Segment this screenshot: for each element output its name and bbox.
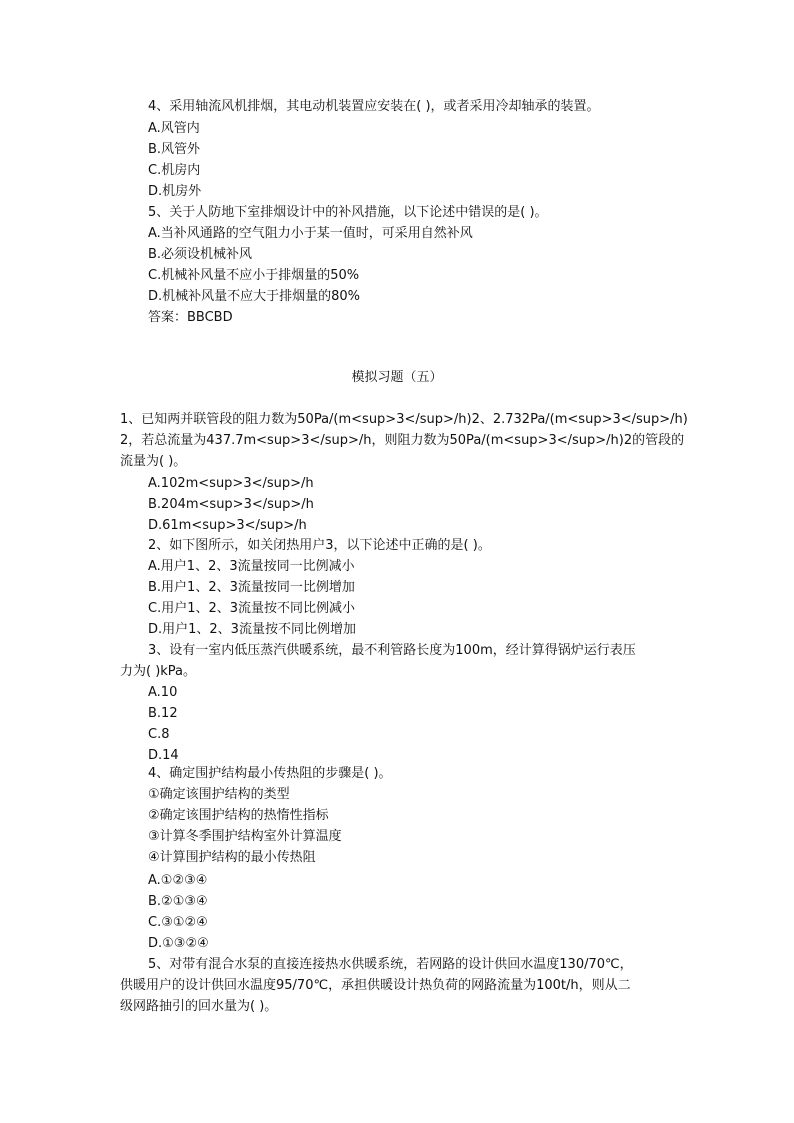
option: D.61m<sup>3</sup>/h: [148, 518, 307, 533]
step-item: ④计算围护结构的最小传热阻: [148, 850, 316, 865]
option: C.③①②④: [148, 915, 208, 930]
step-item: ①确定该围护结构的类型: [148, 787, 290, 802]
option: C.用户1、2、3流量按不同比例减小: [148, 601, 356, 616]
step-item: ②确定该围护结构的热惰性指标: [148, 808, 329, 823]
question-stem: 2、如下图所示，如关闭热用户3，以下论述中正确的是( )。: [148, 538, 491, 553]
option: B.必须设机械补风: [148, 247, 253, 262]
question-stem: 5、关于人防地下室排烟设计中的补风措施，以下论述中错误的是( )。: [148, 205, 548, 220]
option: C.8: [148, 727, 170, 742]
question-stem: 流量为( )。: [120, 454, 187, 469]
option: A.当补风通路的空气阻力小于某一值时，可采用自然补风: [148, 226, 473, 241]
question-stem: 级网路抽引的回水量为( )。: [120, 999, 278, 1014]
option: B.风管外: [148, 142, 201, 157]
option: D.机械补风量不应大于排烟量的80%: [148, 289, 361, 304]
option: D.用户1、2、3流量按不同比例增加: [148, 622, 356, 637]
question-stem: 供暖用户的设计供回水温度95/70℃，承担供暖设计热负荷的网路流量为100t/h，则从二: [120, 978, 631, 993]
option: A.10: [148, 685, 178, 700]
question-stem: 力为( )kPa。: [120, 664, 197, 679]
option: D.机房外: [148, 184, 202, 199]
section-title: 模拟习题（五）: [351, 370, 443, 385]
question-stem: 4、确定围护结构最小传热阻的步骤是( )。: [148, 766, 392, 781]
option: D.①③②④: [148, 936, 209, 951]
question-stem: 3、设有一室内低压蒸汽供暖系统，最不利管路长度为100m，经计算得锅炉运行表压: [148, 643, 636, 658]
option: A.102m<sup>3</sup>/h: [148, 476, 314, 491]
question-stem: 1、已知两并联管段的阻力数为50Pa/(m<sup>3</sup>/h)2、2.732Pa/(m<sup>3</sup>/h): [120, 412, 688, 427]
question-stem: 2，若总流量为437.7m<sup>3</sup>/h，则阻力数为50Pa/(m<sup>3</sup>/h)2的管段的: [120, 433, 685, 448]
option: A.用户1、2、3流量按同一比例减小: [148, 559, 355, 574]
question-stem: 5、对带有混合水泵的直接连接热水供暖系统，若网路的设计供回水温度130/70℃，: [148, 957, 633, 972]
option: C.机房内: [148, 163, 201, 178]
option: A.风管内: [148, 121, 200, 136]
option: B.②①③④: [148, 894, 208, 909]
option: D.14: [148, 748, 179, 763]
option: B.204m<sup>3</sup>/h: [148, 497, 314, 512]
option: B.12: [148, 706, 178, 721]
option: C.机械补风量不应小于排烟量的50%: [148, 268, 360, 283]
question-stem: 4、采用轴流风机排烟，其电动机装置应安装在( )，或者采用冷却轴承的装置。: [148, 99, 600, 114]
answer-key: 答案：BBCBD: [148, 310, 233, 325]
step-item: ③计算冬季围护结构室外计算温度: [148, 829, 342, 844]
option: B.用户1、2、3流量按同一比例增加: [148, 580, 355, 595]
option: A.①②③④: [148, 873, 208, 888]
